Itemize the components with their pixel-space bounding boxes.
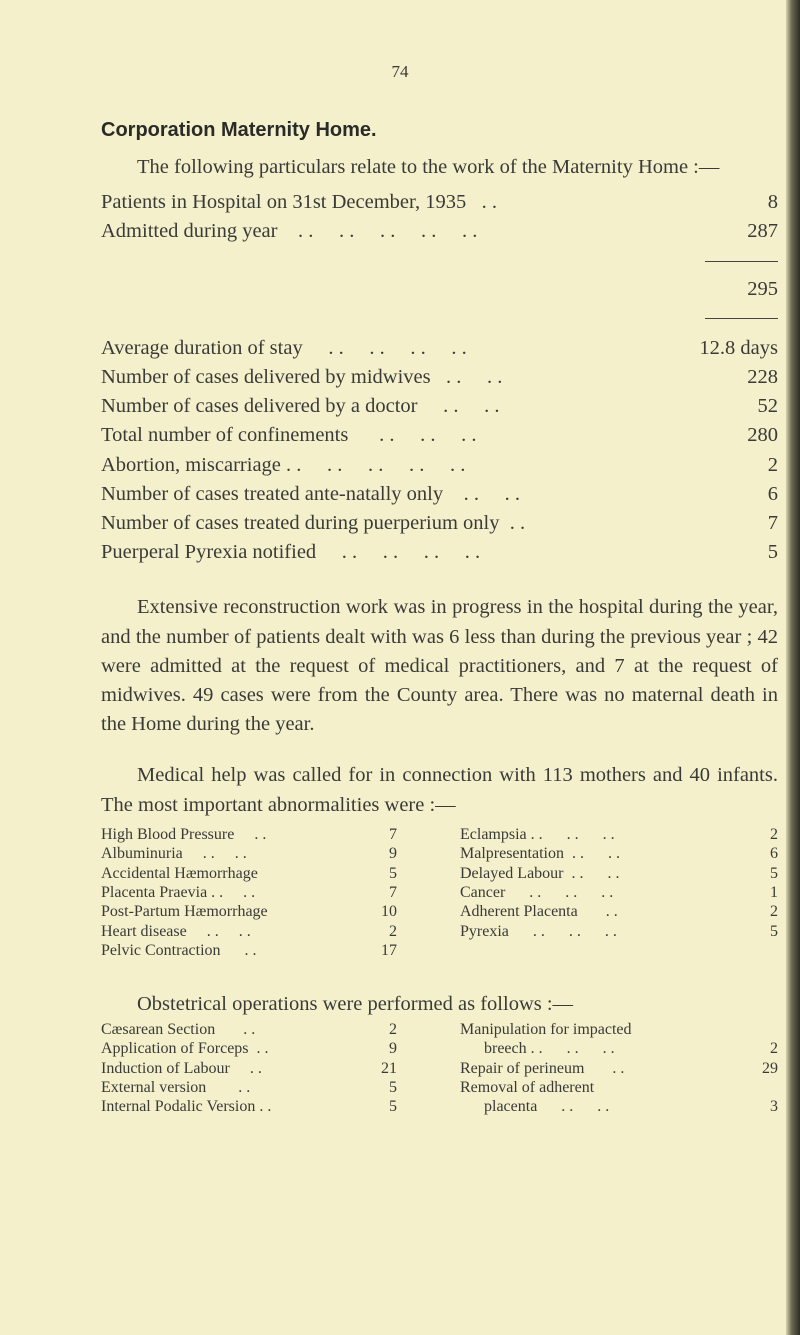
- row-label: Total number of confinements . . . . . .: [101, 424, 477, 447]
- abnormality-row: [460, 864, 778, 883]
- row-label: Manipulation for impacted: [460, 1020, 632, 1038]
- row-label: Eclampsia . . . . . .: [460, 825, 615, 843]
- abnormality-row: [101, 825, 397, 844]
- row-value: 6: [770, 845, 778, 863]
- row-label: Malpresentation . . . .: [460, 845, 620, 863]
- row-value: 10: [381, 903, 397, 921]
- row-value: 2: [770, 1040, 778, 1058]
- row-label: Average duration of stay . . . . . . . .: [101, 336, 467, 359]
- abnormality-row: [460, 825, 778, 844]
- abnormality-row: [101, 902, 397, 921]
- operation-row: [460, 1059, 778, 1078]
- abnormality-row: [101, 844, 397, 863]
- operation-row: [101, 1097, 397, 1116]
- row-label: External version . .: [101, 1078, 251, 1096]
- stat-row: [101, 509, 778, 538]
- row-value: 5: [770, 922, 778, 940]
- row-label: breech . . . . . .: [460, 1040, 615, 1058]
- operation-row: [101, 1059, 397, 1078]
- row-value: 2: [770, 825, 778, 843]
- row-value: 7: [767, 512, 778, 535]
- operation-row: [460, 1078, 778, 1097]
- row-label: Cancer . . . . . .: [460, 884, 614, 902]
- row-value: 52: [757, 395, 778, 418]
- row-label: Cæsarean Section . .: [101, 1020, 256, 1038]
- abnormalities-table: [101, 825, 778, 961]
- abnormality-row: [460, 922, 778, 941]
- row-label: Admitted during year . . . . . . . . . .: [101, 220, 478, 243]
- row-value: 5: [767, 541, 778, 564]
- stat-row: [101, 217, 778, 246]
- stat-row: [101, 421, 778, 450]
- row-value: 5: [389, 1078, 397, 1096]
- row-value: 7: [389, 825, 397, 843]
- abnormality-row: [101, 941, 397, 960]
- row-value: 1: [770, 884, 778, 902]
- abnormality-row: [460, 902, 778, 921]
- intro-text: The following particulars relate to the work of the Maternity Home :—: [137, 156, 720, 178]
- stat-row: [101, 188, 778, 217]
- row-value: 5: [389, 1098, 397, 1116]
- total-row: [101, 275, 778, 304]
- row-label: Albuminuria . . . .: [101, 845, 247, 863]
- row-value: 2: [770, 903, 778, 921]
- row-value: 21: [381, 1059, 397, 1077]
- stat-row: [101, 451, 778, 480]
- operation-row: [460, 1039, 778, 1058]
- row-value: 2: [389, 1020, 397, 1038]
- stat-row: [101, 392, 778, 421]
- row-value: 12.8 days: [699, 336, 778, 359]
- page-number: 74: [391, 62, 409, 81]
- stats-block: [101, 334, 778, 568]
- abnormality-row: [460, 883, 778, 902]
- operation-row: [101, 1020, 397, 1039]
- row-label: Puerperal Pyrexia notified . . . . . . . .: [101, 541, 481, 564]
- operation-row: [460, 1020, 778, 1039]
- abnormality-row: [101, 883, 397, 902]
- row-label: Heart disease . . . .: [101, 922, 251, 940]
- operation-row: [460, 1097, 778, 1116]
- row-value: 280: [747, 424, 778, 447]
- row-value: 2: [767, 453, 778, 476]
- row-label: Post-Partum Hæmorrhage: [101, 903, 268, 921]
- stat-row: [101, 480, 778, 509]
- row-label: Induction of Labour . .: [101, 1059, 262, 1077]
- row-label: Number of cases treated during puerperium only . .: [101, 512, 526, 535]
- paragraph-medical-help: Medical help was called for in connection with 113 mothers and 40 infants. The most important abnormalities were :—: [101, 764, 778, 816]
- row-label: Accidental Hæmorrhage: [101, 864, 258, 882]
- abnormality-row: [101, 864, 397, 883]
- row-label: Delayed Labour . . . .: [460, 864, 620, 882]
- row-label: Number of cases delivered by a doctor . . . .: [101, 395, 500, 418]
- row-label: Placenta Praevia . . . .: [101, 884, 256, 902]
- row-label: Application of Forceps . .: [101, 1040, 269, 1058]
- row-label: Number of cases treated ante-natally only . . . .: [101, 482, 520, 505]
- row-label: High Blood Pressure . .: [101, 825, 267, 843]
- row-value: 3: [770, 1098, 778, 1116]
- row-label: Pelvic Contraction . .: [101, 942, 257, 960]
- row-label: Number of cases delivered by midwives . . . .: [101, 366, 503, 389]
- row-label: Patients in Hospital on 31st December, 1935 . .: [101, 191, 498, 214]
- row-value: 287: [747, 220, 778, 243]
- stat-row: [101, 334, 778, 363]
- row-label: Repair of perineum . .: [460, 1059, 625, 1077]
- row-label: placenta . . . .: [460, 1098, 610, 1116]
- total-value: 295: [747, 277, 778, 300]
- row-label: Pyrexia . . . . . .: [460, 922, 617, 940]
- book-binding-edge: [786, 0, 800, 1335]
- abnormality-row: [101, 922, 397, 941]
- page-body: [101, 118, 778, 1117]
- row-value: [748, 1078, 778, 1097]
- row-value: 7: [389, 884, 397, 902]
- row-label: Removal of adherent: [460, 1078, 595, 1096]
- patients-block: [101, 188, 778, 246]
- row-value: 9: [389, 1040, 397, 1058]
- row-value: 29: [762, 1059, 778, 1077]
- sum-rule: [705, 261, 778, 262]
- row-value: 5: [770, 864, 778, 882]
- abnormality-row: [460, 844, 778, 863]
- row-label: Abortion, miscarriage . . . . . . . . . .: [101, 453, 466, 476]
- row-label: Internal Podalic Version . .: [101, 1098, 272, 1116]
- row-value: 6: [767, 482, 778, 505]
- operations-table: [101, 1020, 778, 1117]
- row-label: Adherent Placenta . .: [460, 903, 618, 921]
- row-value: [748, 1020, 778, 1039]
- row-value: 228: [747, 366, 778, 389]
- row-value: 17: [381, 942, 397, 960]
- row-value: 9: [389, 845, 397, 863]
- operations-heading: Obstetrical operations were performed as follows :—: [137, 992, 574, 1015]
- operation-row: [101, 1078, 397, 1097]
- operation-row: [101, 1039, 397, 1058]
- row-value: 2: [389, 922, 397, 940]
- paragraph-reconstruction: Extensive reconstruction work was in progress in the hospital during the year, and the number of patients dealt with was 6 less than during the previous year ; 42 were admitted at the request of medical practitioners, and 7 at the request of midwives. 49 cases were from the County area. There was no maternal death in the Home during the year.: [101, 596, 778, 736]
- row-value: 8: [767, 191, 778, 214]
- stat-row: [101, 538, 778, 567]
- sum-rule: [705, 318, 778, 319]
- row-value: 5: [389, 864, 397, 882]
- section-title: Corporation Maternity Home.: [101, 119, 377, 141]
- stat-row: [101, 363, 778, 392]
